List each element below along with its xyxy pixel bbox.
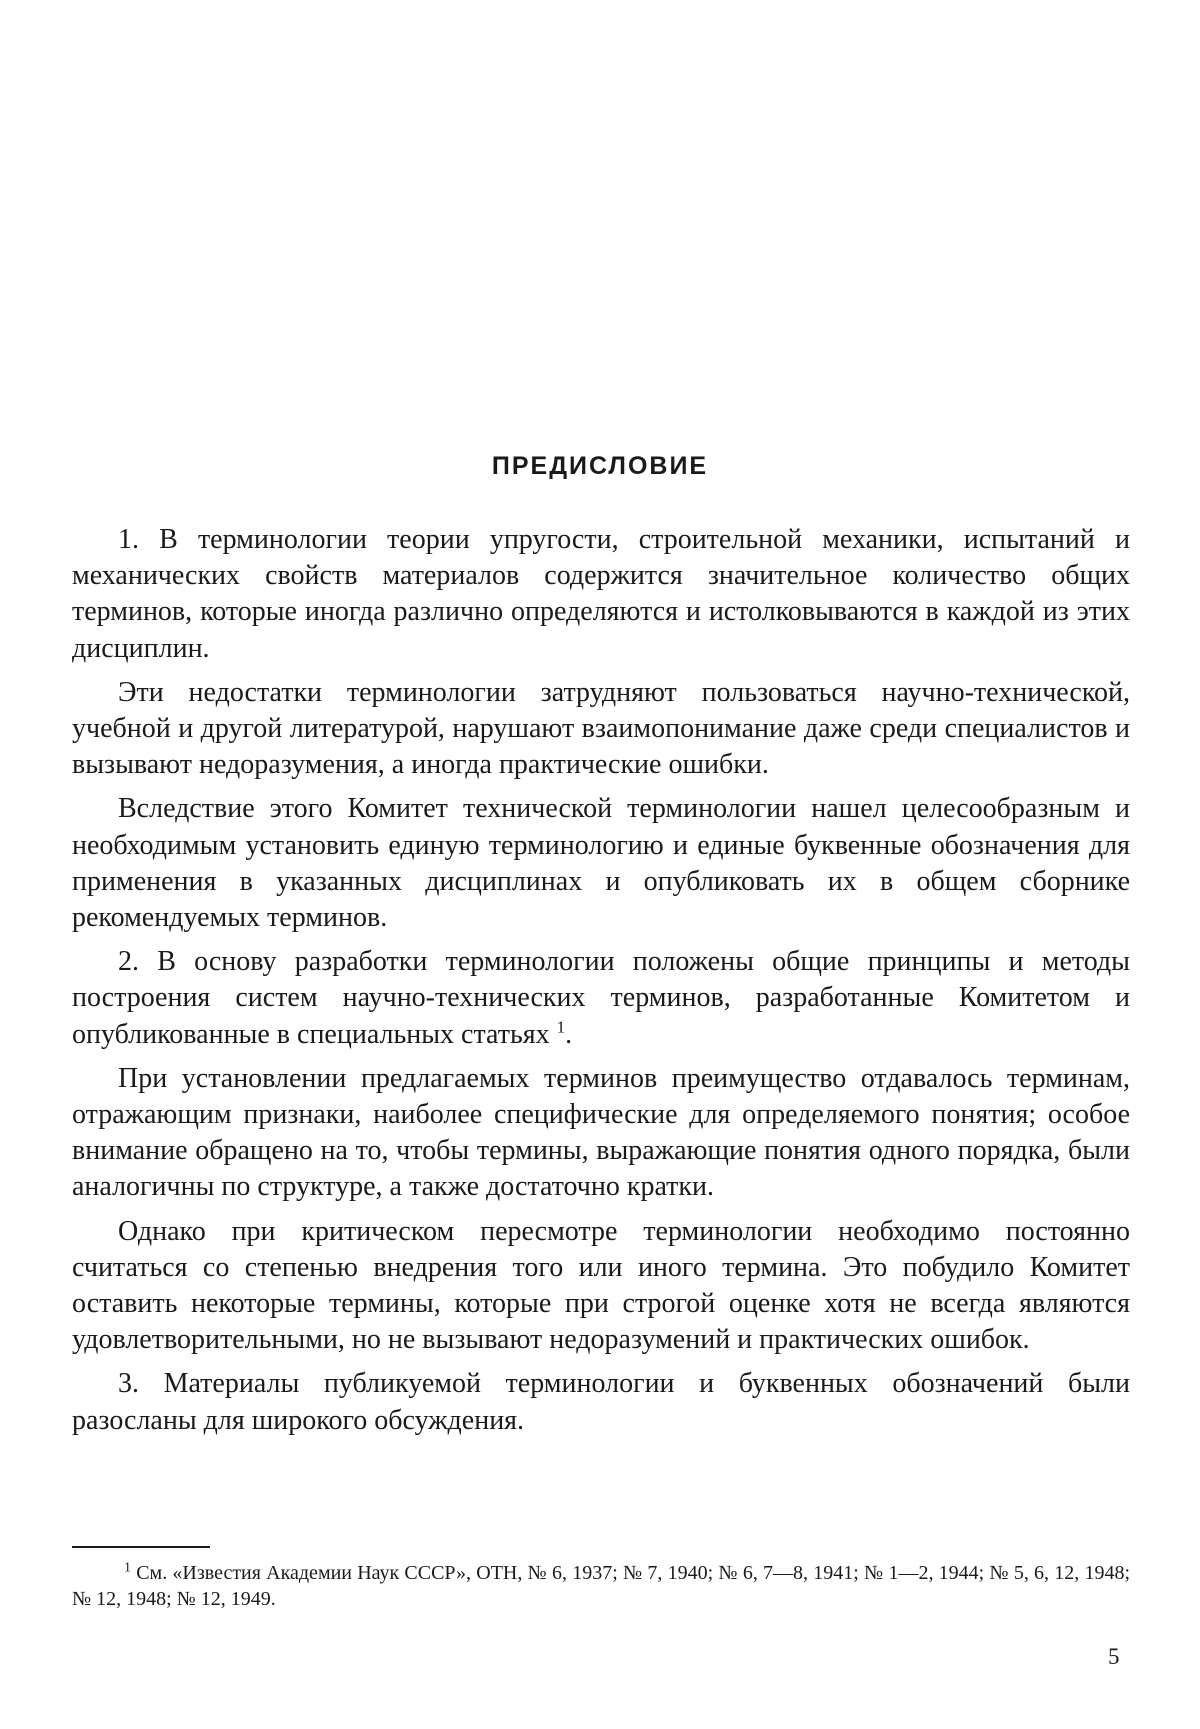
page-heading: ПРЕДИСЛОВИЕ bbox=[491, 452, 709, 480]
page-number: 5 bbox=[1108, 1644, 1120, 1669]
paragraph-4-period: . bbox=[565, 1018, 573, 1050]
paragraph-6: Однако при критическом пересмотре терминологии необходимо постоянно считаться со степенью внедрения того или иного термина. Это побудило Комитет оставить некоторые термины, которые при строгой оценке хотя не всегда являются удовлетворительными, но не вызывают недоразумений и практических ошибок. bbox=[72, 1215, 1130, 1356]
body-text bbox=[72, 522, 1130, 1447]
footnote-text: См. «Известия Академии Наук СССР», ОТН, № 6, 1937; № 7, 1940; № 6, 7—8, 1941; № 1—2, 1944; № 5, 6, 12, 1948; № 12, 1948; № 12, 1949. bbox=[72, 1562, 1131, 1610]
footnote bbox=[72, 1560, 1130, 1612]
footnote-reference: 1 bbox=[556, 1017, 566, 1037]
paragraph-3: Вследствие этого Комитет технической терминологии нашел целесообразным и необходимым установить единую терминологию и единые буквенные обозначения для применения в указанных дисциплинах и опубликовать их в общем сборнике рекомендуемых терминов. bbox=[72, 793, 1130, 934]
paragraph-7: 3. Материалы публикуемой терминологии и буквенных обозначений были разосланы для широкого обсуждения. bbox=[72, 1368, 1130, 1436]
paragraph-1: 1. В терминологии теории упругости, строительной механики, испытаний и механических свойств материалов содержится значительное количество общих терминов, которые иногда различно определяются и истолковываются в каждой из этих дисциплин. bbox=[72, 524, 1130, 664]
paragraph-4 bbox=[72, 944, 1130, 1053]
footnote-marker: 1 bbox=[124, 1560, 131, 1576]
paragraph-4-text: 2. В основу разработки терминологии положены общие принципы и методы построения систем научно-технических терминов, разработанные Комитетом и опубликованные в специальных статьях bbox=[72, 946, 1130, 1050]
paragraph-5: При установлении предлагаемых терминов преимущество отдавалось терминам, отражающим признаки, наиболее специфические для определяемого понятия; особое внимание обращено на то, чтобы термины, выражающие понятия одного порядка, были аналогичны по структуре, а также достаточно кратки. bbox=[72, 1062, 1130, 1203]
paragraph-2: Эти недостатки терминологии затрудняют пользоваться научно-технической, учебной и другой литературой, нарушают взаимопонимание даже среди специалистов и вызывают недоразумения, а иногда практические ошибки. bbox=[72, 676, 1130, 781]
footnote-divider bbox=[72, 1546, 210, 1548]
